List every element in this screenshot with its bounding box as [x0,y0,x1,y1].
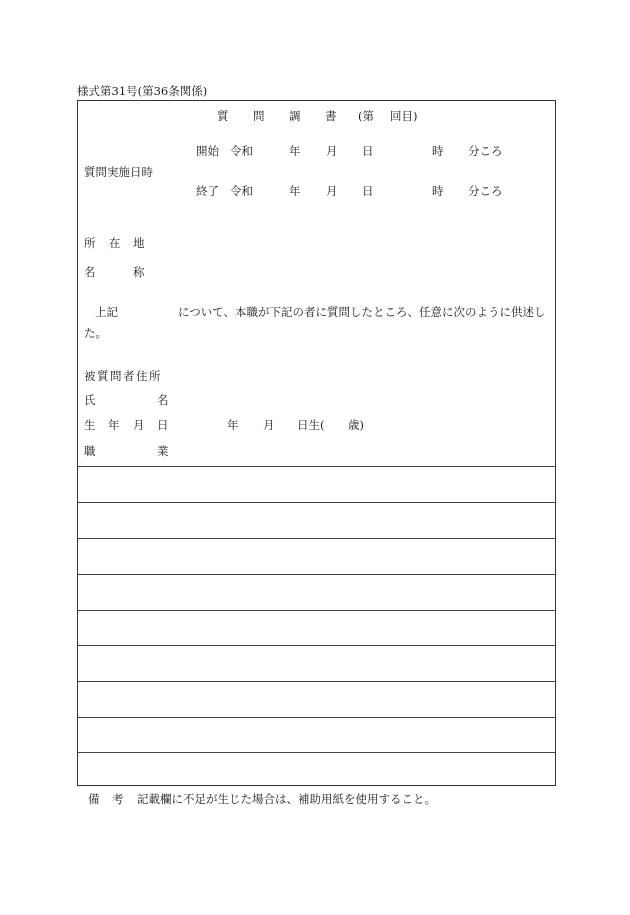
remarks-label-char: 備 [88,792,100,806]
end-label: 終了 [196,184,219,198]
title-char: 質 [217,109,229,123]
end-year: 年 [289,184,301,198]
birth-label-char: 月 [133,418,145,432]
location-label-char: 地 [133,236,145,250]
title-count-open: (第 [358,109,374,123]
remarks-text: 記載欄に不足が生じた場合は、補助用紙を使用すること。 [137,792,436,806]
start-day: 日 [362,144,374,158]
writing-line [78,502,555,503]
writing-line [78,681,555,682]
start-year: 年 [289,144,301,158]
end-era: 令和 [230,184,253,198]
end-day: 日 [362,184,374,198]
start-minute: 分ころ [468,144,503,158]
occupation-label-char: 業 [157,444,169,458]
start-label: 開始 [196,144,219,158]
end-minute: 分ころ [468,184,503,198]
birth-label-char: 生 [84,418,96,432]
birth-label-char: 年 [108,418,120,432]
occupation-label-char: 職 [84,444,96,458]
end-month: 月 [326,184,338,198]
birth-label-char: 日 [157,418,169,432]
writing-line [78,645,555,646]
start-hour: 時 [432,144,444,158]
start-month: 月 [326,144,338,158]
writing-line [78,717,555,718]
birth-year: 年 [227,418,239,432]
end-hour: 時 [432,184,444,198]
birth-day: 日生( [297,418,325,432]
birth-age: 歳) [348,418,364,432]
writing-line [78,610,555,611]
title-count-close: 回目) [390,109,418,123]
birth-month: 月 [263,418,275,432]
datetime-label: 質問実施日時 [84,165,153,179]
statement-continuation: た。 [84,326,107,340]
form-box [77,100,556,786]
writing-line [78,752,555,753]
title-char: 書 [325,109,337,123]
remarks-label-char: 考 [112,792,124,806]
writing-line [78,538,555,539]
name-label-char: 称 [133,265,145,279]
title-char: 問 [253,109,265,123]
location-label-char: 在 [109,236,121,250]
name-label-char: 名 [84,265,96,279]
statement-prefix: 上記 [95,305,118,319]
title-char: 調 [289,109,301,123]
location-label-char: 所 [84,236,96,250]
writing-line [78,466,555,467]
person-name-char: 名 [157,393,169,407]
person-name-char: 氏 [84,393,96,407]
address-label: 被質問者住所 [84,369,162,383]
form-number: 様式第31号(第36条関係) [77,84,208,98]
statement-text: について、本職が下記の者に質問したところ、任意に次のように供述し [178,305,546,319]
start-era: 令和 [230,144,253,158]
writing-line [78,574,555,575]
